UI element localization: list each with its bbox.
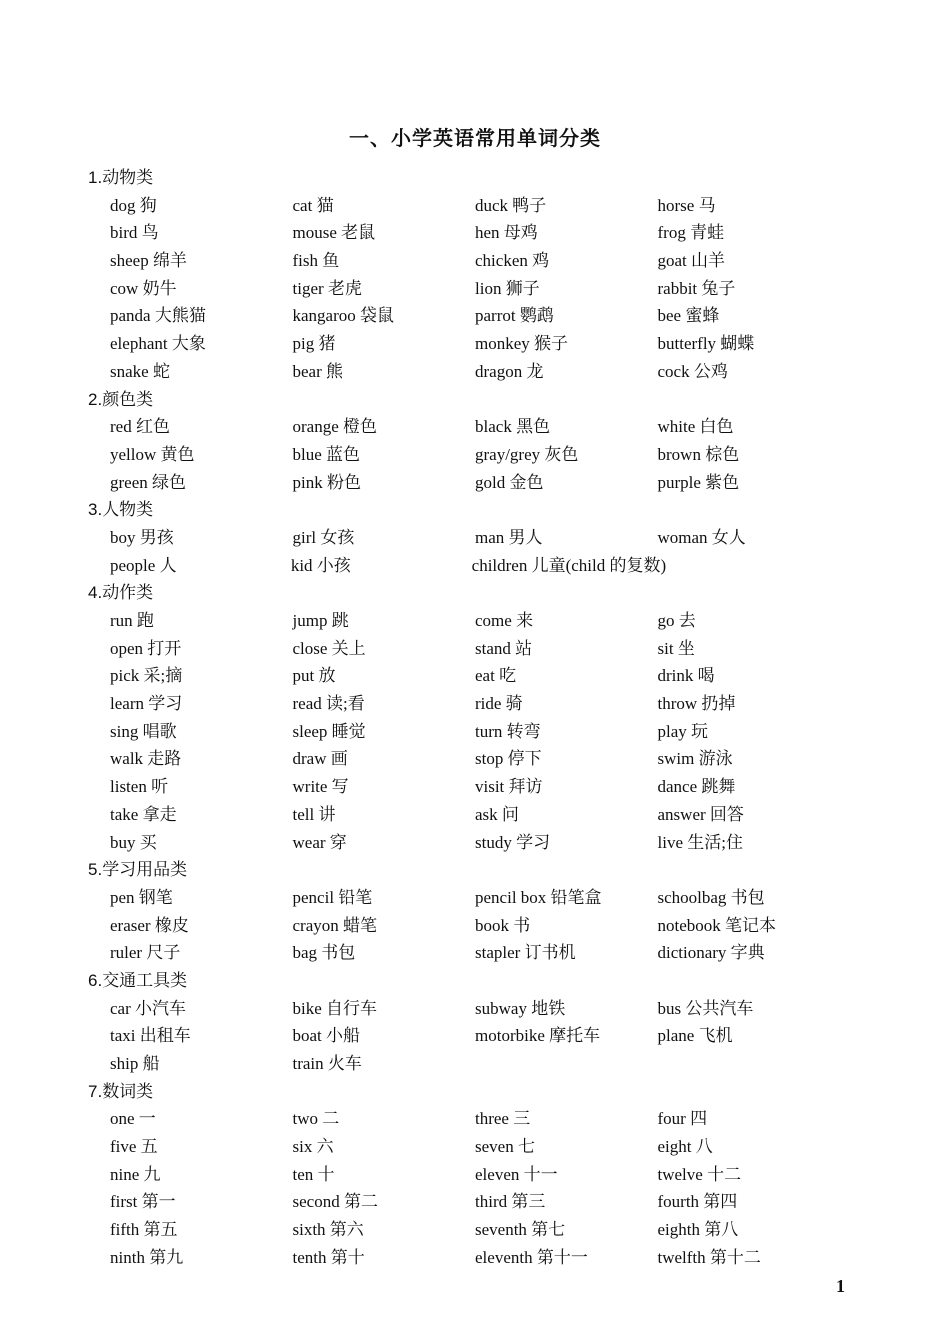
word-entry: kid 小孩 — [290, 555, 351, 575]
section-heading — [88, 579, 868, 607]
word-entry: panda 大熊猫 — [110, 306, 206, 326]
word-entry: monkey 猴子 — [475, 334, 569, 354]
word-entry: purple 紫色 — [657, 472, 740, 492]
word-entry: cat 猫 — [292, 195, 334, 215]
page-number: 1 — [836, 1276, 845, 1296]
word-row — [88, 275, 868, 303]
section-name: 学习用品类 — [102, 860, 188, 881]
word-row — [88, 662, 868, 690]
word-entry: sit 坐 — [657, 638, 695, 658]
word-entry: twelfth 第十二 — [657, 1247, 761, 1267]
word-entry: taxi 出租车 — [110, 1026, 191, 1046]
word-entry: bird 鸟 — [110, 223, 159, 243]
word-entry: pencil 铅笔 — [292, 887, 373, 907]
word-entry: cow 奶牛 — [110, 278, 177, 298]
word-entry: horse 马 — [657, 195, 716, 215]
word-row — [88, 469, 868, 497]
word-entry: fifth 第五 — [110, 1220, 178, 1240]
word-entry: drink 喝 — [657, 666, 715, 686]
section-heading — [88, 496, 868, 524]
word-entry: elephant 大象 — [110, 334, 206, 354]
word-row — [88, 635, 868, 663]
word-entry: learn 学习 — [110, 694, 183, 714]
word-entry: ship 船 — [110, 1054, 160, 1073]
word-entry: black 黑色 — [475, 417, 551, 437]
word-entry: hen 母鸡 — [475, 223, 538, 243]
word-row — [88, 330, 868, 358]
word-row — [88, 413, 868, 441]
section-number: 7. — [88, 1081, 103, 1101]
word-entry: parrot 鹦鹉 — [475, 306, 554, 326]
section-name: 交通工具类 — [102, 970, 188, 991]
vocabulary-list — [88, 164, 868, 1272]
section-heading — [88, 1078, 868, 1106]
word-entry: listen 听 — [110, 777, 169, 797]
word-entry: seven 七 — [475, 1137, 535, 1157]
word-entry: dance 跳舞 — [657, 777, 736, 797]
word-entry: gold 金色 — [475, 472, 544, 492]
word-entry: notebook 笔记本 — [657, 915, 777, 935]
word-entry: white 白色 — [657, 417, 734, 437]
word-entry: cock 公鸡 — [657, 361, 728, 381]
word-entry: plane 飞机 — [657, 1026, 733, 1046]
word-entry: book 书 — [475, 915, 531, 935]
word-entry: close 关上 — [292, 638, 366, 658]
word-entry: boy 男孩 — [110, 527, 174, 547]
word-entry: third 第三 — [475, 1192, 546, 1212]
word-entry: red 红色 — [110, 417, 170, 437]
word-entry: bag 书包 — [292, 943, 356, 963]
word-entry: open 打开 — [110, 638, 182, 658]
section-heading — [88, 967, 868, 995]
word-row — [88, 1022, 868, 1050]
word-entry: bus 公共汽车 — [657, 998, 754, 1018]
word-row — [88, 1105, 868, 1133]
word-entry: green 绿色 — [110, 472, 187, 492]
word-entry: ninth 第九 — [110, 1247, 184, 1267]
word-entry: eraser 橡皮 — [110, 915, 189, 935]
word-row — [88, 1050, 868, 1078]
word-row — [88, 219, 868, 247]
section-name: 数词类 — [102, 1081, 154, 1102]
word-entry: throw 扔掉 — [657, 694, 736, 714]
word-row — [88, 1133, 868, 1161]
word-entry: study 学习 — [475, 832, 551, 852]
word-entry: goat 山羊 — [657, 251, 726, 271]
word-row — [88, 995, 868, 1023]
word-row — [88, 829, 868, 857]
word-entry: visit 拜访 — [475, 777, 543, 797]
word-entry: stand 站 — [475, 638, 533, 658]
section-number: 4. — [88, 583, 103, 603]
word-entry: bee 蜜蜂 — [657, 306, 720, 326]
word-entry: twelve 十二 — [657, 1164, 742, 1184]
word-row — [88, 358, 868, 386]
word-row — [88, 192, 868, 220]
word-entry: boat 小船 — [292, 1026, 361, 1046]
word-entry: one 一 — [110, 1109, 156, 1129]
word-entry: read 读;看 — [292, 694, 365, 714]
word-entry: fourth 第四 — [657, 1192, 738, 1212]
section-heading — [88, 386, 868, 414]
word-entry: dragon 龙 — [475, 361, 544, 381]
word-entry: people 人 — [110, 555, 177, 575]
word-entry: eleventh 第十一 — [475, 1247, 588, 1267]
word-entry: come 来 — [475, 611, 534, 630]
word-entry: schoolbag 书包 — [657, 887, 765, 907]
word-entry: car 小汽车 — [110, 998, 187, 1018]
word-entry: pink 粉色 — [292, 472, 361, 492]
word-entry: two 二 — [292, 1109, 340, 1129]
word-entry: children 儿童(child 的复数) — [471, 555, 667, 575]
section-number: 1. — [88, 168, 103, 187]
page-title: 一、小学英语常用单词分类 — [349, 126, 601, 150]
word-entry: eat 吃 — [475, 666, 517, 686]
section-heading — [88, 164, 868, 192]
word-entry: woman 女人 — [657, 527, 746, 547]
word-row — [88, 1161, 868, 1189]
word-entry: dog 狗 — [110, 195, 157, 215]
word-entry: wear 穿 — [292, 832, 347, 852]
word-entry: live 生活;住 — [657, 832, 743, 852]
word-entry: tenth 第十 — [292, 1247, 365, 1267]
word-row — [88, 745, 868, 773]
word-row — [88, 939, 868, 967]
word-entry: sleep 睡觉 — [292, 721, 366, 741]
word-entry: butterfly 蝴蝶 — [657, 334, 755, 354]
word-row — [88, 1216, 868, 1244]
word-entry: answer 回答 — [657, 804, 744, 824]
word-entry: four 四 — [657, 1109, 708, 1129]
word-entry: duck 鸭子 — [475, 195, 547, 215]
word-entry: subway 地铁 — [475, 998, 566, 1018]
word-entry: eleven 十一 — [475, 1164, 558, 1184]
word-entry: go 去 — [657, 611, 696, 630]
word-entry: ask 问 — [475, 804, 519, 824]
word-entry: three 三 — [475, 1109, 531, 1129]
word-entry: rabbit 兔子 — [657, 278, 736, 298]
word-row — [88, 524, 868, 552]
word-entry: pen 钢笔 — [110, 887, 173, 907]
word-row — [88, 552, 868, 580]
word-entry: put 放 — [292, 666, 336, 686]
word-row — [88, 1188, 868, 1216]
section-number: 5. — [88, 860, 103, 880]
word-row — [88, 247, 868, 275]
word-entry: tiger 老虎 — [292, 278, 362, 298]
word-row — [88, 773, 868, 801]
word-entry: five 五 — [110, 1137, 158, 1157]
word-entry: stapler 订书机 — [475, 943, 576, 963]
word-entry: jump 跳 — [292, 611, 349, 630]
section-name: 动作类 — [102, 583, 154, 604]
word-entry: first 第一 — [110, 1192, 176, 1212]
word-entry: yellow 黄色 — [110, 444, 195, 464]
word-entry: pick 采;摘 — [110, 666, 183, 686]
word-row — [88, 801, 868, 829]
section-name: 人物类 — [102, 500, 154, 521]
section-number: 2. — [88, 389, 103, 409]
word-entry: ride 骑 — [475, 694, 523, 714]
word-entry: pencil box 铅笔盒 — [475, 887, 602, 907]
word-entry: run 跑 — [110, 611, 154, 630]
word-row — [88, 441, 868, 469]
word-entry: frog 青蛙 — [657, 223, 725, 243]
word-entry: orange 橙色 — [292, 417, 378, 437]
word-entry: second 第二 — [292, 1192, 378, 1212]
word-row — [88, 1244, 868, 1272]
word-entry: lion 狮子 — [475, 278, 540, 298]
section-name: 动物类 — [102, 168, 154, 188]
word-entry: six 六 — [292, 1137, 334, 1157]
word-row — [88, 912, 868, 940]
word-row — [88, 718, 868, 746]
word-entry: walk 走路 — [110, 749, 182, 769]
section-number: 6. — [88, 970, 103, 990]
word-entry: play 玩 — [657, 721, 709, 741]
word-entry: dictionary 字典 — [657, 943, 765, 963]
word-entry: gray/grey 灰色 — [475, 444, 579, 464]
word-entry: ruler 尺子 — [110, 943, 181, 963]
word-entry: mouse 老鼠 — [292, 223, 376, 243]
word-entry: snake 蛇 — [110, 361, 170, 381]
word-entry: draw 画 — [292, 749, 348, 769]
section-name: 颜色类 — [102, 389, 154, 410]
word-entry: bear 熊 — [292, 361, 344, 381]
word-entry: tell 讲 — [292, 804, 336, 824]
word-entry: swim 游泳 — [657, 749, 733, 769]
word-entry: eight 八 — [657, 1137, 713, 1157]
word-row — [88, 607, 868, 635]
word-entry: turn 转弯 — [475, 721, 541, 741]
word-entry: ten 十 — [292, 1164, 335, 1184]
word-entry: train 火车 — [292, 1054, 362, 1073]
word-entry: man 男人 — [475, 527, 543, 547]
word-entry: buy 买 — [110, 832, 157, 852]
word-entry: eighth 第八 — [657, 1220, 739, 1240]
word-entry: sing 唱歌 — [110, 721, 177, 741]
word-entry: blue 蓝色 — [292, 444, 361, 464]
section-number: 3. — [88, 500, 103, 520]
word-entry: girl 女孩 — [292, 527, 355, 547]
word-entry: brown 棕色 — [657, 444, 740, 464]
word-entry: kangaroo 袋鼠 — [292, 306, 395, 326]
word-entry: chicken 鸡 — [475, 251, 550, 271]
word-entry: nine 九 — [110, 1164, 161, 1184]
word-entry: sheep 绵羊 — [110, 251, 187, 271]
word-entry: motorbike 摩托车 — [475, 1026, 601, 1046]
word-entry: seventh 第七 — [475, 1220, 566, 1240]
word-entry: sixth 第六 — [292, 1220, 364, 1240]
word-entry: write 写 — [292, 777, 349, 797]
word-entry: crayon 蜡笔 — [292, 915, 378, 935]
word-entry: bike 自行车 — [292, 998, 378, 1018]
word-row — [88, 884, 868, 912]
word-entry: pig 猪 — [292, 334, 336, 354]
word-entry: fish 鱼 — [292, 251, 340, 271]
section-heading — [88, 856, 868, 884]
word-row — [88, 302, 868, 330]
word-entry: take 拿走 — [110, 804, 177, 824]
word-entry: stop 停下 — [475, 749, 542, 769]
word-row — [88, 690, 868, 718]
